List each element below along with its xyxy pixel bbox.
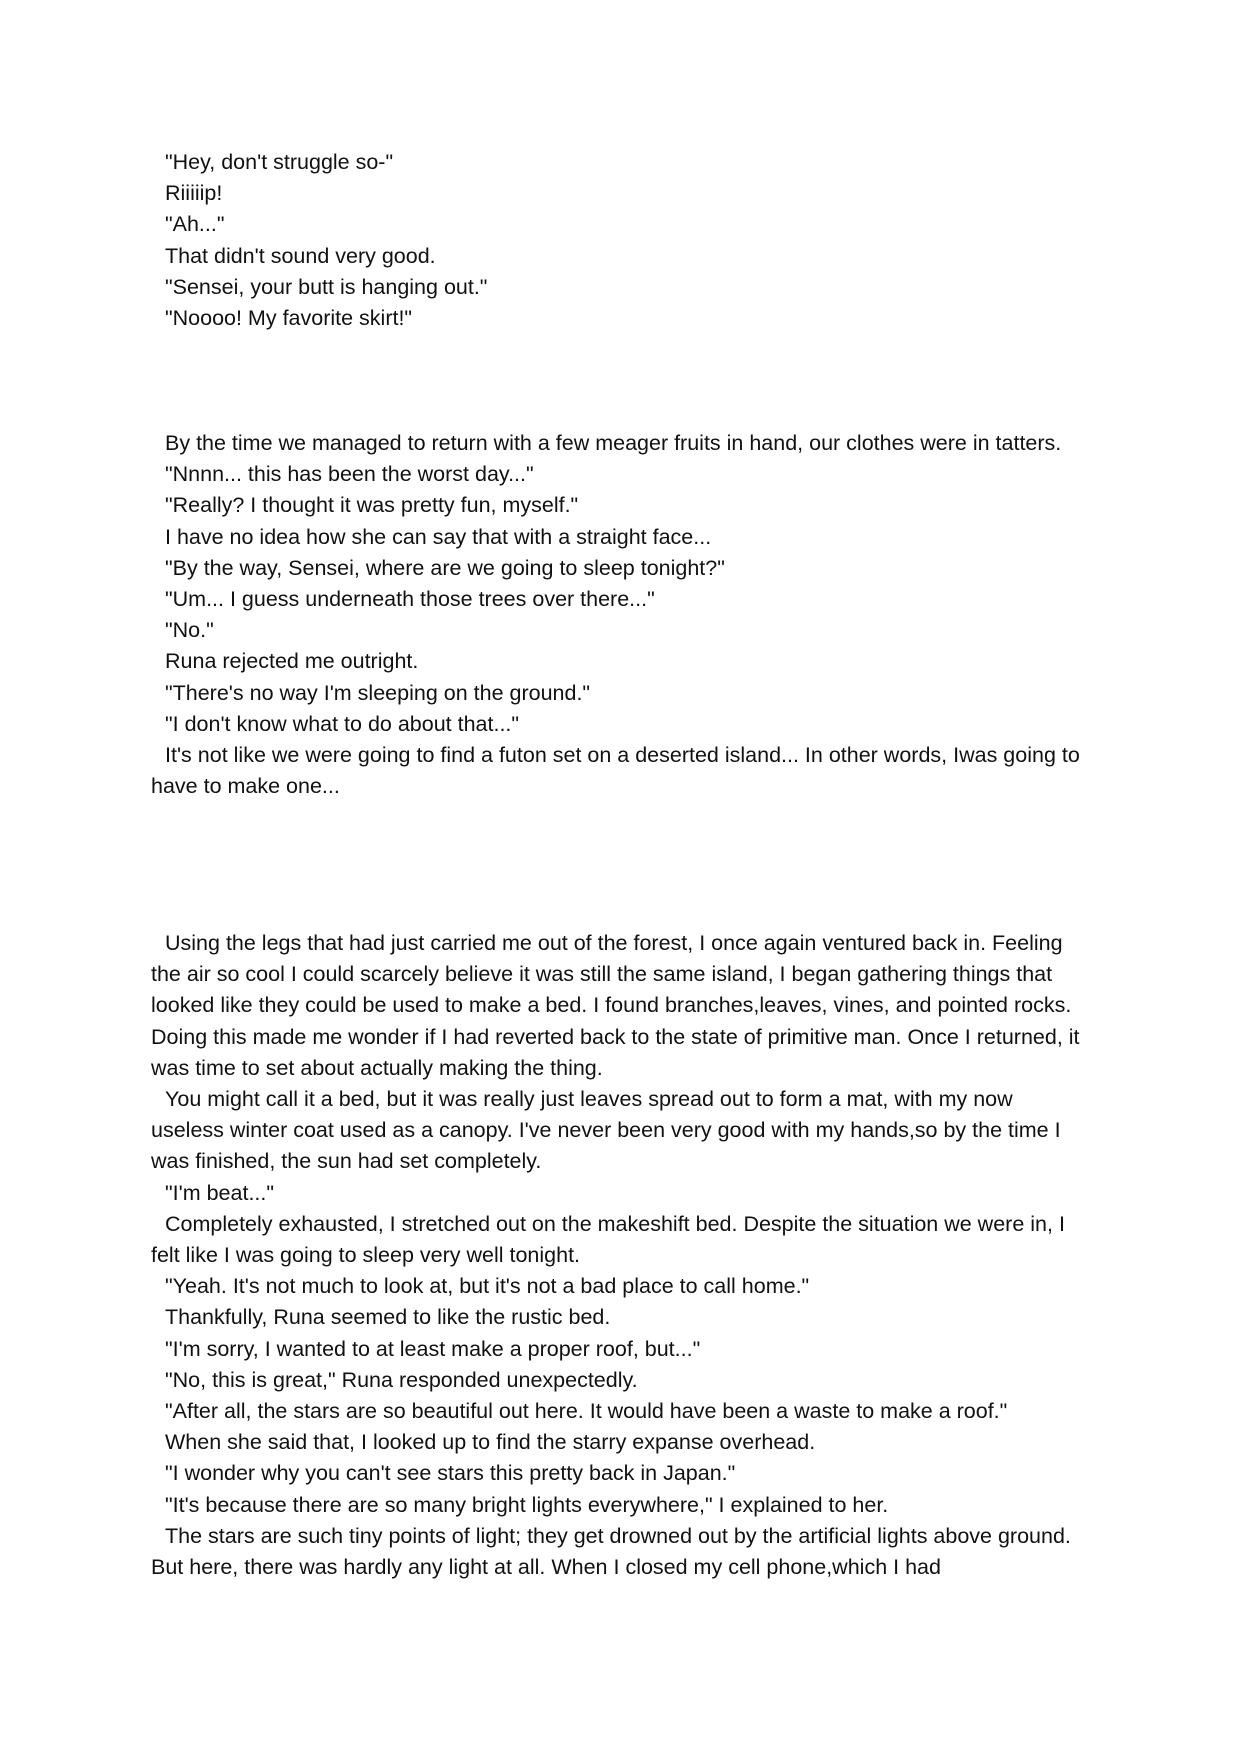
paragraph: "Sensei, your butt is hanging out." (165, 274, 488, 299)
paragraph: "Nnnn... this has been the worst day..." (165, 462, 534, 487)
paragraph: "Ah..." (165, 212, 225, 237)
paragraph: "By the way, Sensei, where are we going to sleep tonight?" (165, 555, 725, 580)
paragraph: The stars are such tiny points of light; they get drowned out by the artificial lights above ground. But here, there was hardly any light at all. When I closed my cell phone,which I had (151, 1523, 1071, 1580)
paragraph: When she said that, I looked up to find the starry expanse overhead. (165, 1430, 816, 1455)
paragraph: You might call it a bed, but it was really just leaves spread out to form a mat, with my now useless winter coat used as a canopy. I've never been very good with my hands,so by the time I was finished, the sun had set completely. (151, 1087, 1061, 1174)
text-section-3 (151, 928, 1091, 1583)
paragraph: Runa rejected me outright. (165, 649, 419, 674)
paragraph: "Yeah. It's not much to look at, but it's not a bad place to call home." (165, 1274, 810, 1299)
paragraph: "Um... I guess underneath those trees over there..." (165, 587, 655, 612)
text-section-1 (151, 147, 1091, 334)
paragraph: "I'm beat..." (165, 1180, 274, 1205)
paragraph: It's not like we were going to find a futon set on a deserted island... In other words, Iwas going to have to make one... (151, 743, 1080, 799)
paragraph: Thankfully, Runa seemed to like the rustic bed. (165, 1305, 611, 1330)
paragraph: "I wonder why you can't see stars this pretty back in Japan." (165, 1461, 736, 1486)
paragraph: Completely exhausted, I stretched out on the makeshift bed. Despite the situation we were in, I felt like I was going to sleep very well tonight. (151, 1211, 1065, 1268)
paragraph: Using the legs that had just carried me out of the forest, I once again ventured back in. Feeling the air so cool I could scarcely believe it was still the same island, I began gathering things that looked like they could be used to make a bed. I found branches,leaves, vines, and pointed rocks. Doing this made me wonder if I had reverted back to the state of primitive man. Once I returned, it was time to set about actually making the thing. (151, 931, 1080, 1080)
paragraph: "No, this is great," Runa responded unexpectedly. (165, 1367, 638, 1392)
paragraph: "Really? I thought it was pretty fun, myself." (165, 493, 579, 518)
paragraph: "It's because there are so many bright lights everywhere," I explained to her. (165, 1492, 889, 1517)
paragraph: By the time we managed to return with a few meager fruits in hand, our clothes were in tatters. (165, 431, 1062, 455)
text-section-2 (151, 428, 1091, 802)
paragraph: Riiiiip! (165, 181, 223, 206)
paragraph: "There's no way I'm sleeping on the ground." (165, 680, 591, 705)
paragraph: "Noooo! My favorite skirt!" (165, 306, 413, 331)
paragraph: "No." (165, 618, 214, 643)
paragraph: I have no idea how she can say that with a straight face... (165, 524, 712, 549)
paragraph: "After all, the stars are so beautiful out here. It would have been a waste to make a roof." (165, 1399, 1008, 1424)
paragraph: "Hey, don't struggle so-" (165, 150, 394, 174)
paragraph: That didn't sound very good. (165, 243, 436, 268)
paragraph: "I'm sorry, I wanted to at least make a proper roof, but..." (165, 1336, 701, 1361)
paragraph: "I don't know what to do about that..." (165, 711, 520, 736)
